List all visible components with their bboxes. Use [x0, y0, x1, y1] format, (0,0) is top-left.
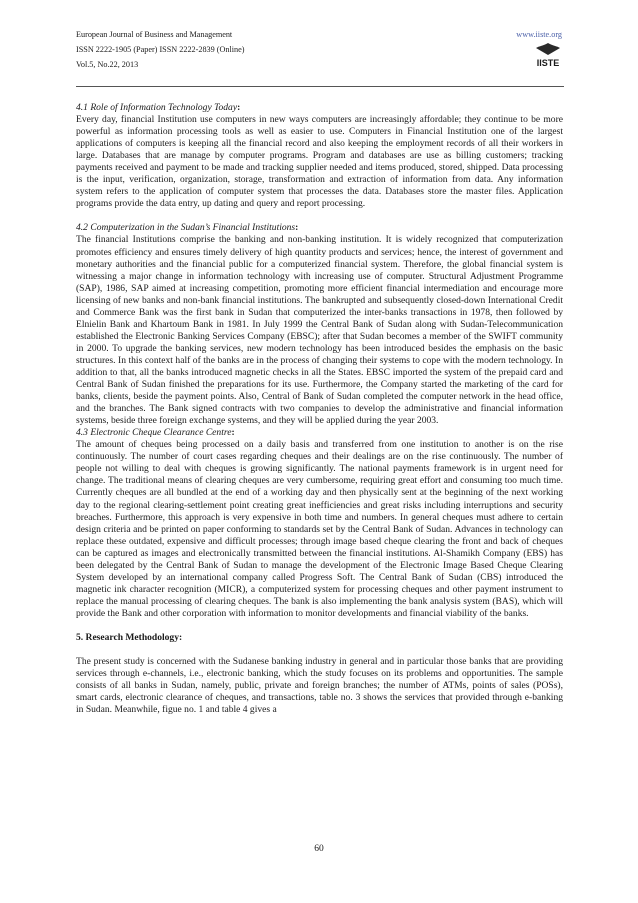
volume-line: Vol.5, No.22, 2013: [76, 60, 139, 69]
issn-line: ISSN 2222-1905 (Paper) ISSN 2222-2839 (Online): [76, 45, 245, 54]
section-heading: 4.1 Role of Information Technology Today: [76, 102, 238, 113]
section-4-1-heading: 4.1 Role of Information Technology Today:: [76, 102, 241, 113]
header-rule: [76, 86, 564, 87]
logo-text: IISTE: [536, 58, 560, 68]
main-content: [76, 102, 563, 716]
section-heading: 4.2 Computerization in the Sudan’s Financial Institutions: [76, 222, 296, 234]
journal-name: European Journal of Business and Management: [76, 30, 233, 39]
section-4-3-heading: 4.3 Electronic Cheque Clearance Centre:: [76, 427, 235, 439]
section-4-1-paragraph: Every day, financial Institution use computers in new ways computers are increasingly affordable; they continue to be more powerful as information processing tools as well as easier to use. Computers in Financial Institution one of the largest applications of computers is keeping all the financial record and also keeping the employment records of all their workers in large. Databases that are manage by computer programs. Program and databases are use as billing customers; tracking payments received and payment to be made and tracking supplier needed and items produced, stored, shipped. Data processing is the input, verification, organization, storage, transformation and extraction of information from data. Any information system refers to the application of computer system that processes the data. Databases store the master files. Application programs provide the data entry, up dating and query and report processing.: [76, 114, 563, 210]
section-heading: 4.3 Electronic Cheque Clearance Centre: [76, 427, 232, 439]
page-number: 60: [314, 844, 324, 854]
research-methodology-heading: 5. Research Methodology:: [76, 631, 183, 643]
section-4-2-heading: 4.2 Computerization in the Sudan’s Financial Institutions:: [76, 222, 299, 234]
page-header: [76, 27, 564, 102]
section-4-3-paragraph: The amount of cheques being processed on a daily basis and transferred from one institution to another is on the rise continuously. The number of court cases regarding cheques and their dealings are on the rise continuously. The number of people not willing to deal with cheques is growing significantly. The national payments framework is in urgent need for change. The traditional means of clearing cheques are very cumbersome, requiring great effort and consuming too much time. Currently cheques are all bundled at the end of a working day and then physically sent at the beginning of the next working day to the regional clearing-settlement point creating great inefficiencies and great risks including interruptions and security breaches. Furthermore, this approach is very expensive in both time and numbers. In general cheques must adhere to certain design criteria and be printed on paper conforming to standards set by the Central Bank of Sudan. Advances in technology can replace these outdated, expensive and difficult processes; through image based cheque clearing the front and back of cheques can be captured as images and electronically transmitted between the financial institutions. Al-Shamikh Company (EBS) has been delegated by the Central Bank of Sudan to manage the development of the Electronic Image Based Cheque Clearing System developed by an international company called Progress Soft. The Central Bank of Sudan (CBS) introduced the magnetic ink character recognition (MICR), a computerized system for processing cheques and other payment instrument to replace the manual processing of clearing cheques. The bank is also implementing the bank analysis system (BAS), which will provide the Bank and other corporation with information to monitor developments and financial viability of the banks.: [76, 439, 563, 619]
research-methodology-paragraph: The present study is concerned with the Sudanese banking industry in general and in particular those banks that are providing services through e-channels, i.e., electronic banking, which the study focuses on its problems and opportunities. The sample consists of all banks in Sudan, namely, public, private and foreign branches; the number of ATMs, points of sales (POSs), smart cards, electronic clearance of cheques, and transactions, table no. 3 shows the services that provided through e-banking in Sudan. Meanwhile, figue no. 1 and table 4 gives a: [76, 656, 563, 716]
section-4-2-paragraph: The financial Institutions comprise the banking and non-banking institution. It is widely recognized that computerization promotes efficiency and ensures timely delivery of high quantity products and services; hence, the interest of government and monetary authorities and the financial public for a computerized financial system. Therefore, the global financial system is witnessing a major change in information technology with increasing use of computer. Structural Adjustment Programme (SAP), 1986, SAP aimed at increasing competition, promoting more efficient financial intermediation and encourage more licensing of new banks and non-bank financial institutions. The bankrupted and subsequently closed-down International Credit and Commerce Bank was the first bank in Sudan that computerized the inter-banks transactions in 1978, then followed by Elnielin Bank and Khartoum Bank in 1981. In July 1999 the Central Bank of Sudan along with Sudan-Telecommunication established the Electronic Banking Services Company (EBSC); after that Sudan becomes a member of the SWIFT community in 2000. To upgrade the banking services, new modern technology has been introduced besides the emphasis on the basic structures. In this context half of the banks are in the process of changing their systems to cope with the modern technology. In addition to that, all the banks introduced magnetic checks in all the States. EBSC imported the system of the prepaid card and Central Bank of Sudan finished the preparations for its use. Furthermore, the Company started the marketing of the card for banks, clients, beside the payment points. Also, Central of Bank of Sudan completed the computer network in the head office, and the branches. The Bank signed contracts with two companies to develop the administrative and financial information systems, beside three foreign exchange systems, and they will be applied during the year 2003.: [76, 234, 563, 427]
iiste-logo-icon: [534, 42, 562, 70]
journal-url-link[interactable]: www.iiste.org: [516, 30, 562, 39]
